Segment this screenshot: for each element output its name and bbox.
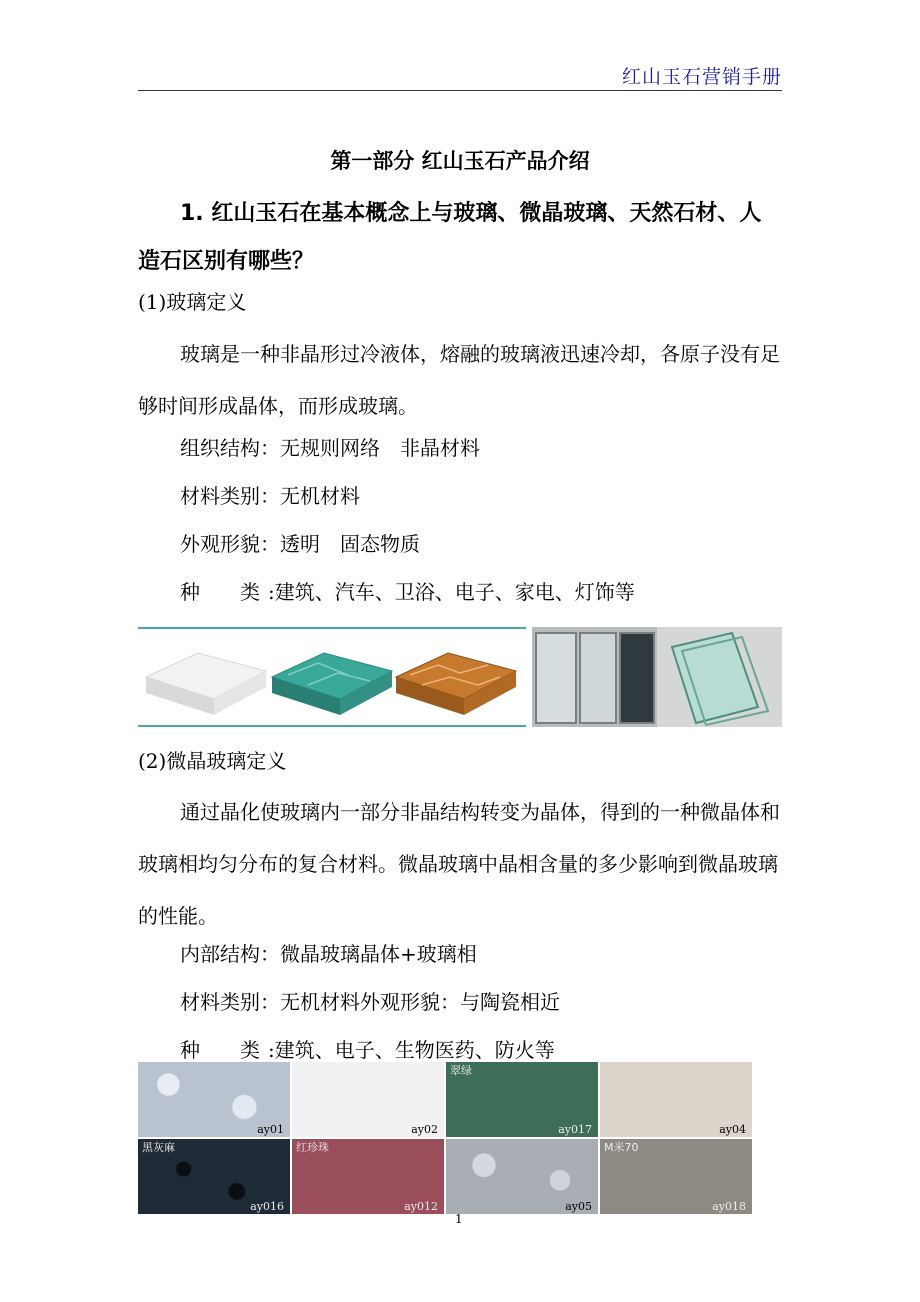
sample-tile — [600, 1062, 752, 1137]
header-title: 红山玉石营销手册 — [621, 66, 782, 88]
sample-tile-name: 红珍珠 — [296, 1141, 329, 1154]
sample-tile-code: ay016 — [250, 1200, 284, 1213]
sample-tile-name: M米70 — [604, 1141, 639, 1154]
part-title: 第一部分 红山玉石产品介绍 — [330, 149, 590, 173]
sample-tile-code: ay012 — [404, 1200, 438, 1213]
glass-category: 材料类别：无机材料 — [180, 484, 360, 508]
glass-heading: (1)玻璃定义 — [138, 290, 247, 314]
page-number: 1 — [455, 1212, 463, 1226]
glass-ceramic-kinds-label: 种 类 — [180, 1038, 260, 1062]
sample-tile-code: ay018 — [712, 1200, 746, 1213]
sample-tile-code: ay05 — [565, 1200, 592, 1213]
glass-block-samples-image — [138, 627, 526, 727]
glass-appearance: 外观形貌：透明 固态物质 — [180, 532, 420, 556]
glass-kinds — [138, 568, 782, 616]
glass-ceramic-heading: (2)微晶玻璃定义 — [138, 749, 287, 773]
glass-kinds-label: 种 类 — [180, 580, 260, 604]
sample-tile — [446, 1062, 598, 1137]
sample-tile-code: ay02 — [411, 1123, 438, 1136]
sample-tile-name: 黑灰麻 — [142, 1141, 175, 1154]
glass-ceramic-kinds-value: :建筑、电子、生物医药、防火等 — [268, 1038, 555, 1062]
teal-block-image — [272, 653, 392, 715]
sample-tile — [600, 1139, 752, 1214]
glass-description: 玻璃是一种非晶形过冷液体，熔融的玻璃液迅速冷却，各原子没有足够时间形成晶体，而形成玻璃。 — [138, 342, 780, 418]
sample-tile-name: 翠绿 — [450, 1064, 472, 1077]
amber-block-image — [396, 653, 516, 715]
sample-tile — [292, 1139, 444, 1214]
sample-tile — [292, 1062, 444, 1137]
header-rule — [138, 90, 782, 91]
glass-doors-photo — [532, 627, 782, 727]
sample-tile — [446, 1139, 598, 1214]
glass-ceramic-description: 通过晶化使玻璃内一部分非晶结构转变为晶体，得到的一种微晶体和玻璃相均匀分布的复合材料。微晶玻璃中晶相含量的多少影响到微晶玻璃的性能。 — [138, 800, 780, 928]
white-block-image — [146, 653, 266, 715]
glass-kinds-value: :建筑、汽车、卫浴、电子、家电、灯饰等 — [268, 580, 635, 604]
sample-tile-code: ay01 — [257, 1123, 284, 1136]
sample-tile — [138, 1062, 290, 1137]
glass-images — [138, 627, 782, 727]
glass-ceramic-structure: 内部结构：微晶玻璃晶体+玻璃相 — [180, 942, 477, 966]
question-title: 1. 红山玉石在基本概念上与玻璃、微晶玻璃、天然石材、人造石区别有哪些？ — [138, 201, 762, 274]
sample-tile — [138, 1139, 290, 1214]
glass-ceramic-category: 材料类别：无机材料外观形貌：与陶瓷相近 — [180, 990, 560, 1014]
sample-tile-code: ay04 — [719, 1123, 746, 1136]
glass-structure: 组织结构：无规则网络 非晶材料 — [180, 436, 480, 460]
sample-tiles-grid — [138, 1062, 752, 1214]
sample-tile-code: ay017 — [558, 1123, 592, 1136]
